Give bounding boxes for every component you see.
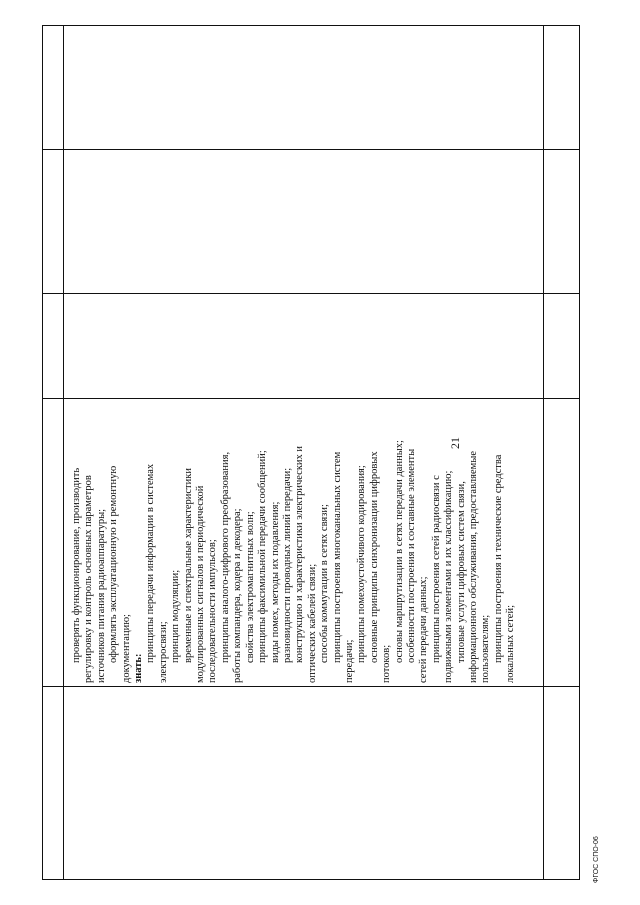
content-line: работы компандера, кодера и декодера;	[232, 508, 244, 683]
content-line: электросвязи;	[157, 621, 169, 683]
content-line: основные принципы синхронизации цифровых	[368, 451, 380, 663]
content-line: принципы аналого-цифрового преобразования,	[219, 451, 231, 663]
content-line: принципы построения многоканальных систем	[331, 451, 343, 663]
competency-description	[71, 278, 518, 683]
content-line: конструкцию и характеристики электрических и	[294, 445, 306, 663]
content-line: потоков;	[381, 644, 393, 683]
content-line: локальных сетей;	[505, 605, 517, 683]
content-line: типовые услуги цифровых систем связи,	[455, 481, 467, 663]
content-line: сетей передачи данных;	[418, 576, 430, 683]
content-line: виды помех, методы их подавления;	[269, 501, 281, 663]
content-line: разновидности проводных линий передачи;	[281, 467, 293, 663]
content-line: принципы построения сетей радиосвязи с	[430, 475, 442, 663]
content-line: принцип модуляции;	[170, 569, 182, 663]
content-line: принципы передачи информации в системах	[145, 463, 157, 663]
content-line: оформлять эксплуатационную и ремонтную	[108, 465, 120, 663]
content-line: основы маршрутизации в сетях передачи данных;	[393, 440, 405, 663]
content-line: особенности построения и составные элементы	[405, 448, 417, 663]
content-line: проверять функционирование, производить	[71, 467, 82, 663]
content-line: информационного обслуживания, предоставляемые	[468, 451, 479, 683]
content-line: свойства электромагнитных волн;	[244, 511, 256, 663]
section-heading: знать:	[133, 653, 145, 683]
content-line: временные и спектральные характеристики	[182, 468, 194, 663]
page-number: 21	[448, 437, 462, 449]
content-line: принципы факсимильной передачи сообщений;	[257, 450, 269, 663]
table-rule	[543, 26, 544, 879]
content-line: документацию;	[120, 614, 132, 683]
content-line: передачи;	[343, 639, 355, 683]
content-line: модулированных сигналов и периодической	[195, 485, 207, 683]
table-column-divider	[43, 149, 579, 150]
content-line: пользователям;	[480, 614, 492, 683]
content-line: способы коммутации в сетях связи;	[319, 504, 331, 663]
content-line: принципы помехоустойчивого кодирования;	[356, 465, 368, 663]
content-line: оптических кабелей связи;	[306, 563, 318, 683]
table-column-divider	[43, 686, 579, 687]
content-line: регулировку и контроль основных параметров	[83, 475, 95, 683]
content-line: принципы построения и технические средства	[492, 454, 504, 663]
content-line: подвижными элементами и их классификацию;	[443, 470, 455, 683]
content-line: последовательности импульсов;	[207, 539, 219, 683]
table-rule	[63, 26, 64, 879]
content-line: источников питания радиоаппаратуры;	[95, 508, 107, 683]
footer-code: ФГОС СПО-06	[593, 836, 600, 883]
